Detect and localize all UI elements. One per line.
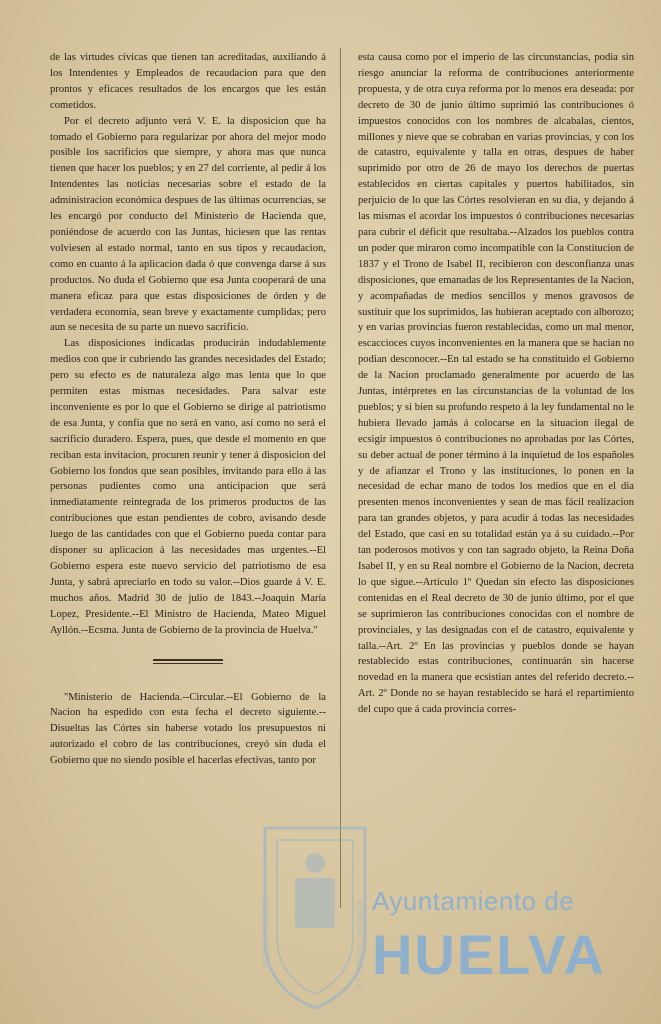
paragraph: Por el decreto adjunto verá V. E. la disposicion que ha tomado el Gobierno para regularizar por ahora del mejor modo posible los sacrificios que siempre, y ahora mas que nunca tienen que hacer los pueblos; y en 27 del corriente, al pedir á los Intendentes las noticias necesarias sobre el estado de la administracion económica despues de las últimas ocurrencias, se les encargó por conducto del Ministerio de Hacienda que, poniéndose de acuerdo con las Juntas, hiciesen que las rentas volviesen al estado normal, tanto en sus tipos y recaudacion, como en cuanto á la aplicacion dada ó que convenga darse á sus productos. No duda el Gobierno que esa Junta cooperará de una manera eficaz para que estas disposiciones de órden y de verdadera economía, sean breve y exactamente cumplidas; pero aun se necesita de su parte un nuevo sacrificio.: [50, 115, 326, 334]
watermark-line-1: Ayuntamiento de: [372, 886, 575, 916]
left-column: [50, 50, 326, 769]
seal-ring-left: PORTUS MARIS: [261, 899, 271, 968]
right-column: [358, 50, 634, 718]
watermark-line-2: HUELVA: [372, 923, 606, 986]
column-rule: [340, 48, 341, 908]
seal-ring-right: ET TERRAE CUSTODIA: [356, 899, 365, 988]
paragraph: "Ministerio de Hacienda.--Circular.--El Gobierno de la Nacion ha espedido con esta fecha el decreto siguiente.--Disueltas las Córtes sin haberse votado los presupuestos ni autorizado el cobro de las contribuciones, creyó sin duda el Gobierno que no siendo posible el hacerlas efectivas, tanto por: [50, 691, 326, 767]
paragraph: de las virtudes cívicas que tienen tan acreditadas, auxiliando á los Intendentes y Empleados de recaudacion para que den prontos y eficaces resultados de los encargos que les están cometidos.: [50, 52, 326, 111]
ayuntamiento-seal-watermark: [255, 818, 635, 1018]
paragraph: Las disposiciones indicadas producirán indudablemente medios con que ir cubriendo las grandes necesidades del Estado; pero su efecto es de naturaleza algo mas lenta que lo que permiten estas mismas necesidades. Para salvar este inconveniente es por lo que el Gobierno se dirige al patriotismo de esa Junta, y confía que no será en vano, así como no será el sacrificio duradero. Espera, pues, que desde el momento en que reciban esta invitacion, procuren reunir y tener á disposicion del Gobierno los fondos que sean posibles, invitando para ello á las personas pudientes como una anticipacion que será inmediatamente reintegrada de los primeros productos de las contribuciones que estan pendientes de cobro, avisando desde luego de las cantidades con que el Gobierno pueda contar para disponer su aplicacion á las necesidades mas urgentes.--El Gobierno espera este nuevo servicio del patriotismo de esa Junta, y sabrá apreciarlo en todo su valor.--Dios guarde á V. E. muchos años. Madrid 30 de julio de 1843.--Joaquin María Lopez, Presidente.--El Ministro de Hacienda, Mateo Miguel Ayllón.--Ecsma. Junta de Gobierno de la provincia de Huelva.": [50, 338, 326, 636]
paragraph: esta causa como por el imperio de las circunstancias, podia sin riesgo anunciar la reforma de contribuciones anteriormente propuesta, y de otra cuya reforma por lo menos era deseada: por decreto de 30 de junio último suprimió las contribuciones ó impuestos conocidos con los nombres de alcabalas, cientos, millones y nieve que se cobraban en varias provincias, y con los de catastro, equivalente y talla en otras, despues de haber suprimido por otro de 26 de mayo los derechos de puertas establecidos en ciertas capitales y puertos habilitados, sin perjuicio de lo que las Córtes resolvieran en su dia, y dejando á las mismas el acordar los impuestos ó contribuciones necesarias para cubrir el déficit que resultaba.--Alzados los pueblos contra un poder que miraron como incompatible con la Constitucion de 1837 y el Trono de Isabel II, recibieron con desconfianza unas disposiciones, que emanadas de los Representantes de la Nacion, y acompañadas de medios sencillos y menos gravosos de sustituir que los suprimidos, las hubieran aceptado con alborozo; y en varias provincias fueron restablecidas, como un mal menor, escaccioces cuyos inconvenientes en la manera que se hacian no podian desconocer.--En tal estado se ha constituido el Gobierno de la Nacion proclamado generalmente por acuerdo de las Juntas, intérpretes en las circunstancias de la voluntad de los pueblos; y si bien su profundo respeto á la ley fundamental no le hubiera llevado jamás á colocarse en la situacion ilegal de ecsigir impuestos ó contribuciones no aprobadas por las Córtes, su deber actual de poner término á la inquietud de los españoles y de afianzar el Trono y las instituciones, lo ponen en la necesidad de echar mano de todos los medios que en el dia presenten menos inconvenientes y sean de mas fácil realizacion para tan grandes objetos, y para acudir á todas las necesidades del Estado, que casi en su totalidad están ya á su cuidado.--Por tan poderosos motivos y con tan sagrado objeto, la Reina Doña Isabel II, y en su Real nombre el Gobierno de la Nacion, decreta lo que sigue.--Artículo 1º Quedan sin efecto las disposiciones contenidas en el Real decreto de 30 de junio último, por el que se suprimieron las contribuciones conocidas con el nombre de provinciales, y las designadas con el de catastro, equivalente y talla.--Art. 2º En las provincias y pueblos donde se hayan restablecido estas contribuciones, continuarán sin hacerse novedad en la manera que ecsistian antes del referido decreto.--Art. 2º Donde no se hayan restablecido se hará el repartimiento del cupo que á cada provincia corres-: [358, 52, 634, 716]
section-divider: [153, 659, 223, 664]
